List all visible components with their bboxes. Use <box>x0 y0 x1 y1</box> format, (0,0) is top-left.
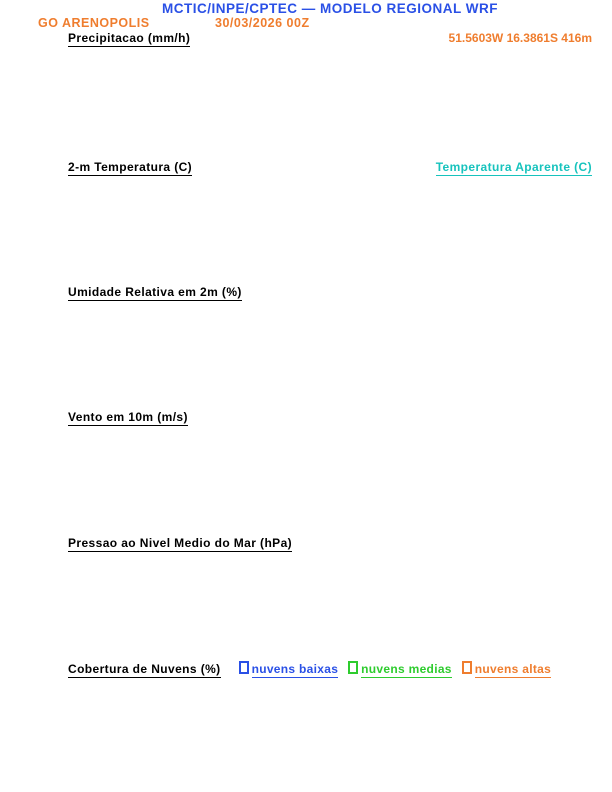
page-title: MCTIC/INPE/CPTEC — MODELO REGIONAL WRF <box>162 1 498 16</box>
precipitation-title: Precipitacao (mm/h) <box>68 31 191 45</box>
legend-item-low-clouds <box>239 661 339 676</box>
legend-item-high-clouds <box>462 661 551 676</box>
precipitation-plot <box>0 47 612 163</box>
clouds-plot <box>0 677 612 791</box>
legend-item-mid-clouds <box>348 661 452 676</box>
temperature-title: 2-m Temperatura (C) <box>68 160 193 174</box>
clouds-legend <box>229 661 552 676</box>
panel-title-clouds <box>57 661 592 676</box>
mid-clouds-swatch-icon <box>348 661 358 674</box>
high-clouds-label: nuvens altas <box>474 662 552 676</box>
run-datetime: 30/03/2026 00Z <box>215 16 310 30</box>
low-clouds-label: nuvens baixas <box>251 662 339 676</box>
humidity-plot <box>0 301 612 413</box>
station-coords: 51.5603W 16.3861S 416m <box>448 31 592 45</box>
apparent-temperature-label: Temperatura Aparente (C) <box>435 160 592 174</box>
low-clouds-swatch-icon <box>239 661 249 674</box>
panel-title-precipitation <box>57 31 592 46</box>
high-clouds-swatch-icon <box>462 661 472 674</box>
temperature-plot <box>0 176 612 288</box>
clouds-title: Cobertura de Nuvens (%) <box>68 662 221 676</box>
humidity-title: Umidade Relativa em 2m (%) <box>68 285 242 299</box>
panel-title-humidity <box>57 285 592 300</box>
wind-plot <box>0 426 612 538</box>
panel-title-temperature <box>57 160 592 175</box>
station-name: GO ARENOPOLIS <box>38 16 150 30</box>
panel-title-pressure <box>57 536 592 551</box>
pressure-plot <box>0 552 612 664</box>
panel-title-wind <box>57 410 592 425</box>
mid-clouds-label: nuvens medias <box>361 662 452 676</box>
pressure-title: Pressao ao Nivel Medio do Mar (hPa) <box>68 536 293 550</box>
wind-title: Vento em 10m (m/s) <box>68 410 188 424</box>
